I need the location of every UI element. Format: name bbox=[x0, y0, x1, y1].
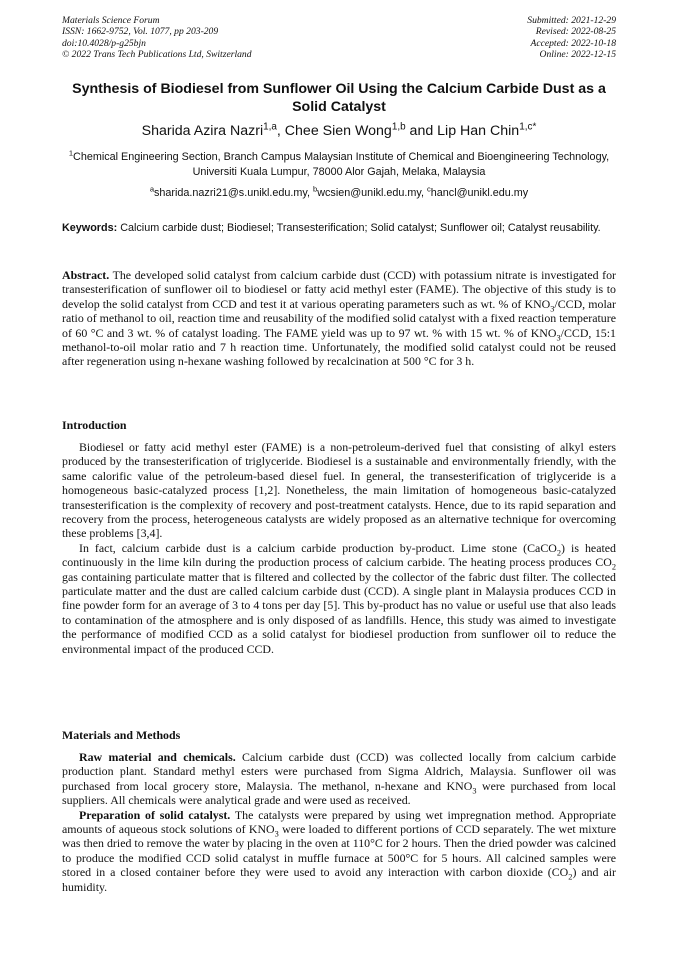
section-heading-methods: Materials and Methods bbox=[62, 728, 181, 742]
date-revised: Revised: 2022-08-25 bbox=[535, 26, 616, 38]
journal-name: Materials Science Forum bbox=[62, 15, 160, 26]
email-link[interactable]: wcsien@unikl.edu.my, bbox=[317, 187, 427, 199]
paragraph-lead: Raw material and chemicals. bbox=[79, 750, 236, 764]
abstract-label: Abstract. bbox=[62, 268, 110, 282]
email-mark: c bbox=[427, 184, 431, 194]
author-affil-mark: 1,b bbox=[391, 121, 406, 133]
keywords bbox=[62, 222, 616, 236]
paragraph: Biodiesel or fatty acid methyl ester (FAME) is a non-petroleum-derived fuel that consisting of alkyl esters produced by the transesterification of triglyceride. Biodiesel is a sustainable and environmentally friendly, with the same calorific value of the petroleum-based diesel fuel. In general, the transesterification of triglyceride is a homogeneous basic-catalyzed process [1,2]. Nonetheless, the main limitation of homogeneous basic-catalyzed transesterification is the complexity of recovery and post-treatment catalysts. Hence, due to its rapid separation and recovery from the process, heterogeneous catalysts are widely proposed as an alternative technique for overcoming these problems [3,4]. bbox=[62, 440, 616, 541]
email-mark: b bbox=[313, 184, 318, 194]
journal-doi: doi:10.4028/p-g25bjn bbox=[62, 37, 146, 49]
author-affil-mark: 1,c* bbox=[519, 121, 537, 133]
subscript: 2 bbox=[556, 548, 562, 558]
author-separator: and bbox=[405, 123, 438, 139]
paragraph bbox=[62, 808, 616, 894]
journal-issn: ISSN: 1662-9752, Vol. 1077, pp 203-209 bbox=[62, 26, 219, 38]
paragraph bbox=[62, 541, 616, 656]
paragraph bbox=[62, 750, 616, 808]
methods-body bbox=[62, 750, 616, 894]
abstract-text: The developed solid catalyst from calcium carbide dust (CCD) with potassium nitrate is investigated for transesterification of sunflower oil to biodiesel or fatty acid methyl ester (FAME). The objective of this study is to develop the solid catalyst from CCD and test it at various operating parameters such as wt. % of KNO bbox=[62, 268, 616, 311]
author-name: Sharida Azira Nazri bbox=[141, 123, 264, 139]
abstract bbox=[62, 268, 616, 369]
paragraph-text: In fact, calcium carbide dust is a calcium carbide production by-product. Lime stone (CaCO bbox=[79, 540, 557, 555]
paragraph-text: gas containing particulate matter that is filtered and collected by the collector of the fabric dust filter. The collected particulate matter and the dust are called calcium carbide dust (CCD). A single plant in Malaysia produces CCD in fine powder form for an average of 3 to 4 tons per day [5]. This by-product has no value or useful use that also leads to contamination of the atmosphere and is only disposed of as landfills. Hence, this study was aimed to investigate the performance of modified CCD as a solid catalyst for biodiesel production from sunflower oil to reduce the environmental impact of the produced CCD. bbox=[62, 569, 616, 656]
paragraph-lead: Preparation of solid catalyst. bbox=[79, 807, 231, 822]
email-mark: a bbox=[149, 184, 155, 194]
paragraph-text: ) and air humidity. bbox=[62, 865, 616, 894]
email-link[interactable]: sharida.nazri21@s.unikl.edu.my, bbox=[154, 187, 314, 199]
journal-header-right bbox=[527, 15, 616, 60]
affiliation-text: Chemical Engineering Section, Branch Campus Malaysian Institute of Chemical and Bioengineering Technology, Universiti Kuala Lumpur, 78000 Alor Gajah, Melaka, Malaysia bbox=[73, 151, 610, 178]
subscript: 3 bbox=[472, 786, 477, 796]
paragraph-text: Calcium carbide dust (CCD) was collected locally from calcium carbide production plant. Standard methyl esters were purchased from Sigma Aldrich, Malaysia. Sunflower oil was purchased from local grocery store, Malaysia. The methanol, n-hexane and KNO bbox=[62, 750, 616, 793]
subscript: 3 bbox=[550, 304, 555, 314]
journal-copyright: © 2022 Trans Tech Publications Ltd, Switzerland bbox=[62, 48, 252, 60]
paragraph-text: The catalysts were prepared by using wet impregnation method. Appropriate amounts of aqueous stock solutions of KNO bbox=[62, 807, 617, 837]
paragraph-text: were purchased from local suppliers. All chemicals were analytical grade and were used as received. bbox=[62, 778, 616, 808]
author-name: Chee Sien Wong bbox=[284, 123, 392, 139]
section-heading-introduction: Introduction bbox=[62, 418, 127, 432]
subscript: 3 bbox=[556, 333, 561, 342]
introduction-body bbox=[62, 440, 616, 656]
author-affil-mark: 1,a bbox=[263, 121, 277, 133]
keywords-text: Calcium carbide dust; Biodiesel; Transesterification; Solid catalyst; Sunflower oil; Catalyst reusability. bbox=[117, 222, 601, 234]
date-online: Online: 2022-12-15 bbox=[539, 48, 616, 60]
subscript: 2 bbox=[611, 562, 616, 572]
author-separator: , bbox=[276, 123, 285, 139]
date-submitted: Submitted: 2021-12-29 bbox=[527, 15, 616, 26]
subscript: 2 bbox=[568, 872, 573, 882]
paper-title: Synthesis of Biodiesel from Sunflower Oil Using the Calcium Carbide Dust as a Solid Catalyst bbox=[72, 81, 606, 115]
email-link[interactable]: hancl@unikl.edu.my bbox=[430, 187, 529, 199]
keywords-label: Keywords: bbox=[62, 222, 118, 234]
paragraph-text: were loaded to different portions of CCD separately. The wet mixture was then dried to remove the water by placing in the oven at 110°C for 2 hours. Then the dried powder was calcined to produce the modified CCD solid catalyst in muffle furnace at 500°C for 5 hours. All calcined samples were stored in a closed container before they were used to avoid any interaction with carbon dioxide (CO bbox=[62, 822, 616, 880]
abstract-text: /CCD, 15:1 methanol-to-oil molar ratio and 7 h reaction time. Unfortunately, the modified solid catalyst could not be reused after regeneration using n-hexane washing followed by recalcination at 500 °C for 3 h. bbox=[62, 325, 616, 369]
date-accepted: Accepted: 2022-10-18 bbox=[530, 37, 616, 49]
author-list bbox=[62, 122, 616, 140]
paragraph-text: ) is heated continuously in the lime kiln during the production process of calcium carbide. The heating process produces CO bbox=[62, 540, 617, 570]
subscript: 3 bbox=[274, 829, 279, 839]
journal-header-left bbox=[62, 15, 252, 60]
author-name: Lip Han Chin bbox=[437, 123, 520, 139]
abstract-text: /CCD, molar ratio of methanol to oil, reaction time and reusability of the modified solid catalyst with a fixed reaction temperature of 60 °C and 3 wt. % of catalyst loading. The FAME yield was up to 97 wt. % with 15 wt. % of KNO bbox=[62, 296, 616, 340]
affiliation bbox=[62, 150, 616, 180]
affiliation-mark: 1 bbox=[68, 148, 74, 158]
author-emails bbox=[62, 186, 616, 200]
